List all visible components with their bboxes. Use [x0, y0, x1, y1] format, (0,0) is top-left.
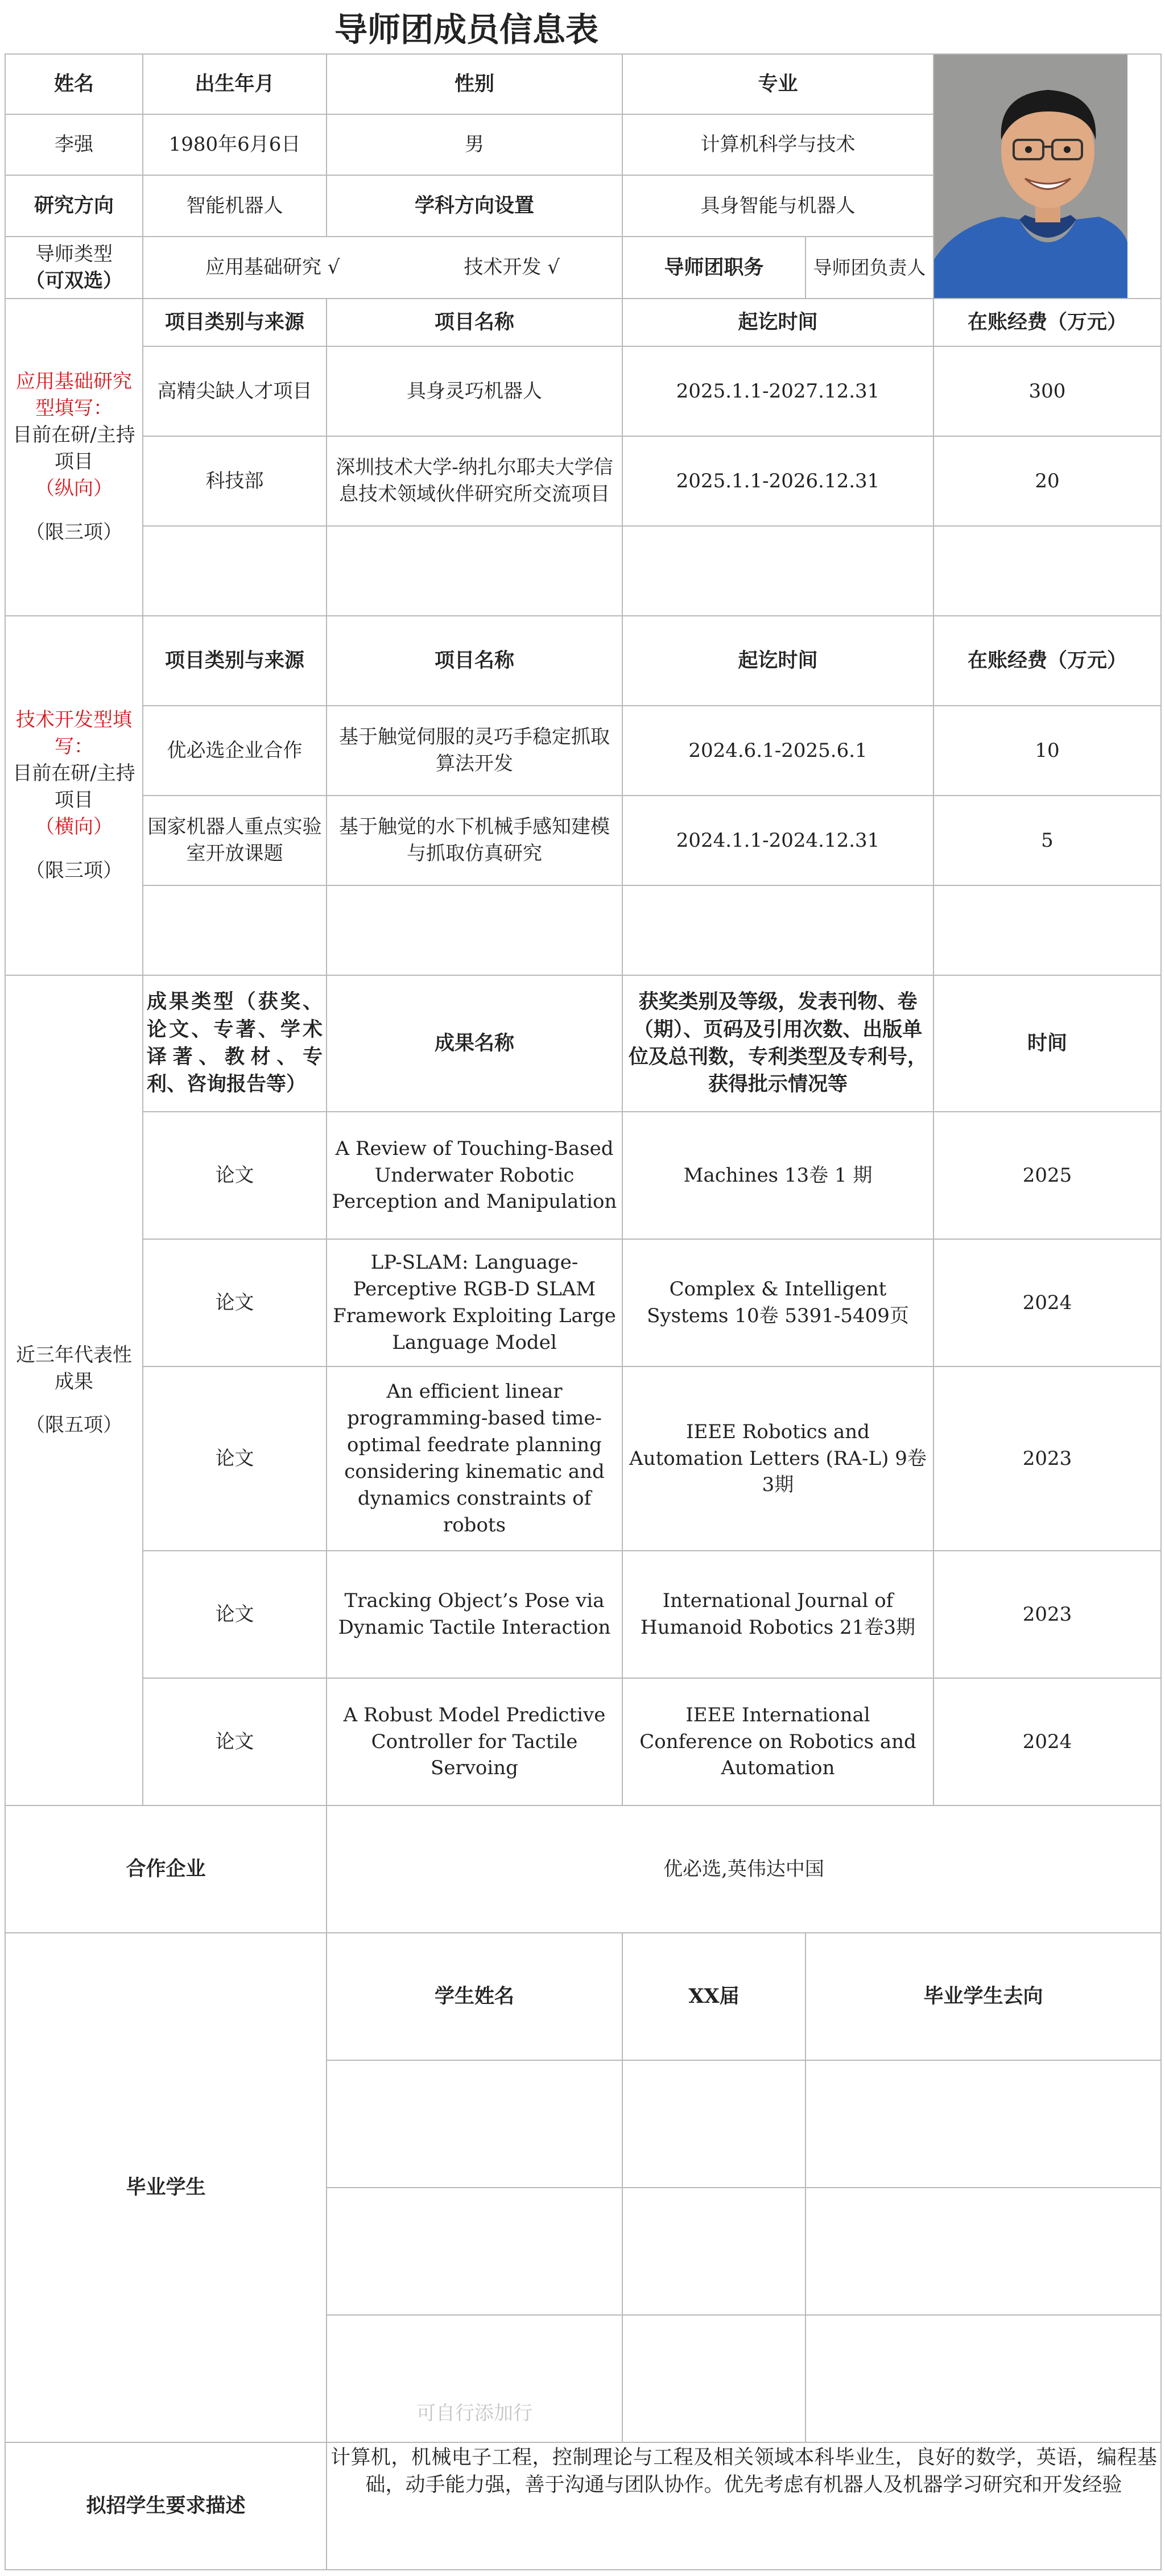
basic-header-name: 项目名称 — [327, 299, 622, 346]
mentor-type-basic-check: 应用基础研究 √ — [205, 256, 340, 279]
ach-row2-title: LP-SLAM: Language-Perceptive RGB-D SLAM Framework Exploiting Large Language Model — [327, 1239, 622, 1366]
partners-value: 优必选,英伟达中国 — [327, 1805, 1161, 1933]
ach-row4-title: Tracking Object’s Pose via Dynamic Tactile Interaction — [327, 1551, 622, 1678]
basic-row1-funding: 300 — [933, 346, 1161, 436]
ach-row5-type: 论文 — [143, 1678, 327, 1805]
ach-row2-year: 2024 — [933, 1239, 1161, 1366]
ach-row4-year: 2023 — [933, 1551, 1161, 1678]
birth-value: 1980年6月6日 — [143, 114, 327, 175]
graduates-label: 毕业学生 — [5, 1933, 327, 2442]
dev-header-source: 项目类别与来源 — [143, 616, 327, 706]
ach-row2-detail: Complex & Intelligent Systems 10卷 5391-5409页 — [622, 1239, 933, 1366]
portrait-image — [934, 55, 1160, 298]
gender-value: 男 — [327, 114, 622, 175]
ach-row4-type: 论文 — [143, 1551, 327, 1678]
dev-row2-period: 2024.1.1-2024.12.31 — [622, 796, 933, 885]
ach-header-detail: 获奖类别及等级，发表刊物、卷（期）、页码及引用次数、出版单位及总刊数，专利类型及专利号，获得批示情况等 — [622, 975, 933, 1112]
basic-row1-name: 具身灵巧机器人 — [327, 346, 622, 436]
basic-section-label-mid: 目前在研/主持项目 — [13, 424, 135, 473]
basic-row2-name: 深圳技术大学-纳扎尔耶夫大学信息技术领域伙伴研究所交流项目 — [327, 436, 622, 526]
portrait-photo — [933, 54, 1161, 299]
dev-section-label-mid: 目前在研/主持项目 — [13, 762, 135, 811]
ach-row3-detail: IEEE Robotics and Automation Letters (RA-L) 9卷3期 — [622, 1366, 933, 1551]
research-value: 智能机器人 — [143, 175, 327, 237]
basic-row1-period: 2025.1.1-2027.12.31 — [622, 346, 933, 436]
requirements-label: 拟招学生要求描述 — [5, 2442, 327, 2570]
grad-row3-destination — [805, 2315, 1161, 2442]
basic-row2-period: 2025.1.1-2026.12.31 — [622, 436, 933, 526]
basic-row1-source: 高精尖缺人才项目 — [143, 346, 327, 436]
basic-row2-source: 科技部 — [143, 436, 327, 526]
grad-header-class: XX届 — [622, 1933, 805, 2060]
mentor-type-values — [143, 237, 622, 299]
grad-header-name: 学生姓名 — [327, 1933, 622, 2060]
dev-section-limit: （限三项） — [26, 859, 122, 882]
basic-section-label-tag: （纵向） — [35, 477, 113, 500]
gender-label: 性别 — [327, 54, 622, 114]
dev-row2-source: 国家机器人重点实验室开放课题 — [143, 796, 327, 885]
ach-header-year: 时间 — [933, 975, 1161, 1112]
basic-row3-source — [143, 526, 327, 616]
page-title: 导师团成员信息表 — [334, 10, 598, 49]
ach-row5-detail: IEEE International Conference on Robotics and Automation — [622, 1678, 933, 1805]
ach-row3-type: 论文 — [143, 1366, 327, 1551]
grad-add-row-hint: 可自行添加行 — [327, 2315, 622, 2442]
basic-row3-name — [327, 526, 622, 616]
duty-label: 导师团职务 — [622, 237, 805, 299]
basic-header-source: 项目类别与来源 — [143, 299, 327, 346]
name-value: 李强 — [5, 114, 143, 175]
dev-row3-source — [143, 885, 327, 975]
ach-row5-title: A Robust Model Predictive Controller for Tactile Servoing — [327, 1678, 622, 1805]
major-value: 计算机科学与技术 — [622, 114, 933, 175]
dev-row1-name: 基于触觉伺服的灵巧手稳定抓取算法开发 — [327, 706, 622, 796]
basic-header-funding: 在账经费（万元） — [933, 299, 1161, 346]
discipline-value: 具身智能与机器人 — [622, 175, 933, 237]
ach-row1-title: A Review of Touching-Based Underwater Robotic Perception and Manipulation — [327, 1112, 622, 1239]
ach-header-type: 成果类型（获奖、论文、专著、学术译著、教材、专利、咨询报告等） — [143, 975, 327, 1112]
grad-row2-class — [622, 2188, 805, 2315]
grad-row1-destination — [805, 2060, 1161, 2188]
ach-row3-title: An efficient linear programming-based time-optimal feedrate planning considering kinematic and dynamics constraints of robots — [327, 1366, 622, 1551]
achievements-limit: （限五项） — [26, 1414, 122, 1437]
dev-projects-section-label — [5, 616, 143, 975]
dev-row1-funding: 10 — [933, 706, 1161, 796]
grad-header-destination: 毕业学生去向 — [805, 1933, 1161, 2060]
dev-row1-period: 2024.6.1-2025.6.1 — [622, 706, 933, 796]
ach-row4-detail: International Journal of Humanoid Robotics 21卷3期 — [622, 1551, 933, 1678]
dev-row3-name — [327, 885, 622, 975]
discipline-label: 学科方向设置 — [327, 175, 622, 237]
basic-projects-section-label — [5, 299, 143, 616]
grad-row3-class — [622, 2315, 805, 2442]
dev-row1-source: 优必选企业合作 — [143, 706, 327, 796]
major-label: 专业 — [622, 54, 933, 114]
mentor-type-label-line1: 导师类型 — [35, 242, 113, 266]
ach-row2-type: 论文 — [143, 1239, 327, 1366]
basic-row3-period — [622, 526, 933, 616]
basic-section-limit: （限三项） — [26, 520, 122, 544]
dev-section-label-tag: （横向） — [35, 815, 113, 838]
name-label: 姓名 — [5, 54, 143, 114]
grad-row2-name — [327, 2188, 622, 2315]
achievements-label: 近三年代表性成果 — [16, 1343, 132, 1393]
ach-row3-year: 2023 — [933, 1366, 1161, 1551]
mentor-type-dev-check: 技术开发 √ — [464, 256, 560, 279]
grad-row2-destination — [805, 2188, 1161, 2315]
birth-label: 出生年月 — [143, 54, 327, 114]
partners-label: 合作企业 — [5, 1805, 327, 1933]
dev-row3-funding — [933, 885, 1161, 975]
dev-header-period: 起讫时间 — [622, 616, 933, 706]
dev-row2-funding: 5 — [933, 796, 1161, 885]
dev-row3-period — [622, 885, 933, 975]
basic-section-label-red: 应用基础研究型填写： — [16, 370, 132, 420]
basic-row3-funding — [933, 526, 1161, 616]
mentor-info-table — [5, 53, 1162, 2570]
dev-section-label-red: 技术开发型填写： — [16, 709, 132, 759]
duty-value: 导师团负责人 — [805, 237, 933, 299]
ach-row1-type: 论文 — [143, 1112, 327, 1239]
ach-row1-year: 2025 — [933, 1112, 1161, 1239]
dev-header-name: 项目名称 — [327, 616, 622, 706]
ach-row5-year: 2024 — [933, 1678, 1161, 1805]
grad-row1-name — [327, 2060, 622, 2188]
basic-row2-funding: 20 — [933, 436, 1161, 526]
ach-row1-detail: Machines 13卷 1 期 — [622, 1112, 933, 1239]
mentor-type-label — [5, 237, 143, 299]
grad-row1-class — [622, 2060, 805, 2188]
requirements-text: 计算机，机械电子工程，控制理论与工程及相关领域本科毕业生，良好的数学，英语，编程基础，动手能力强，善于沟通与团队协作。优先考虑有机器人及机器学习研究和开发经验 — [327, 2442, 1161, 2570]
ach-header-title: 成果名称 — [327, 975, 622, 1112]
research-label: 研究方向 — [5, 175, 143, 237]
mentor-type-label-line2: （可双选） — [26, 269, 122, 292]
basic-header-period: 起讫时间 — [622, 299, 933, 346]
dev-row2-name: 基于触觉的水下机械手感知建模与抓取仿真研究 — [327, 796, 622, 885]
dev-header-funding: 在账经费（万元） — [933, 616, 1161, 706]
achievements-section-label — [5, 975, 143, 1805]
